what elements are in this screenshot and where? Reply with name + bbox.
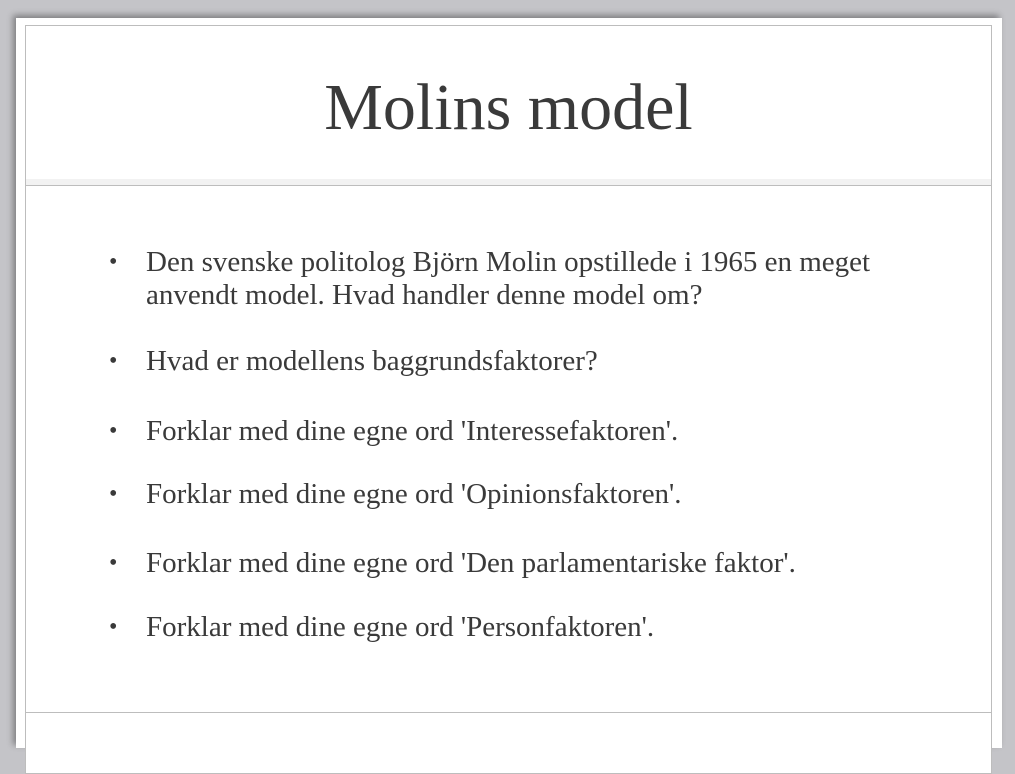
bullet-text: Forklar med dine egne ord 'Opinionsfaktoren'.	[146, 478, 682, 510]
bullet-list	[109, 246, 899, 677]
bullet-icon: •	[109, 418, 118, 444]
bullet-icon: •	[109, 249, 118, 275]
bullet-text: Forklar med dine egne ord 'Personfaktoren'.	[146, 611, 655, 643]
bullet-text: Den svenske politolog Björn Molin opstillede i 1965 en meget anvendt model. Hvad handler denne model om?	[146, 246, 871, 311]
list-item	[109, 246, 899, 312]
content-placeholder	[25, 185, 992, 713]
list-item	[109, 478, 899, 511]
bullet-icon: •	[109, 614, 118, 640]
footer-placeholder	[25, 712, 992, 774]
title-placeholder	[25, 25, 992, 180]
slide-title: Molins model	[324, 71, 693, 144]
list-item	[109, 415, 899, 448]
bullet-text: Forklar med dine egne ord 'Den parlamentariske faktor'.	[146, 547, 796, 579]
bullet-icon: •	[109, 550, 118, 576]
bullet-icon: •	[109, 348, 118, 374]
list-item	[109, 345, 899, 378]
slide	[16, 18, 1002, 748]
bullet-text: Hvad er modellens baggrundsfaktorer?	[146, 345, 598, 377]
bullet-icon: •	[109, 481, 118, 507]
bullet-text: Forklar med dine egne ord 'Interessefaktoren'.	[146, 415, 679, 447]
list-item	[109, 611, 899, 644]
list-item	[109, 547, 899, 580]
